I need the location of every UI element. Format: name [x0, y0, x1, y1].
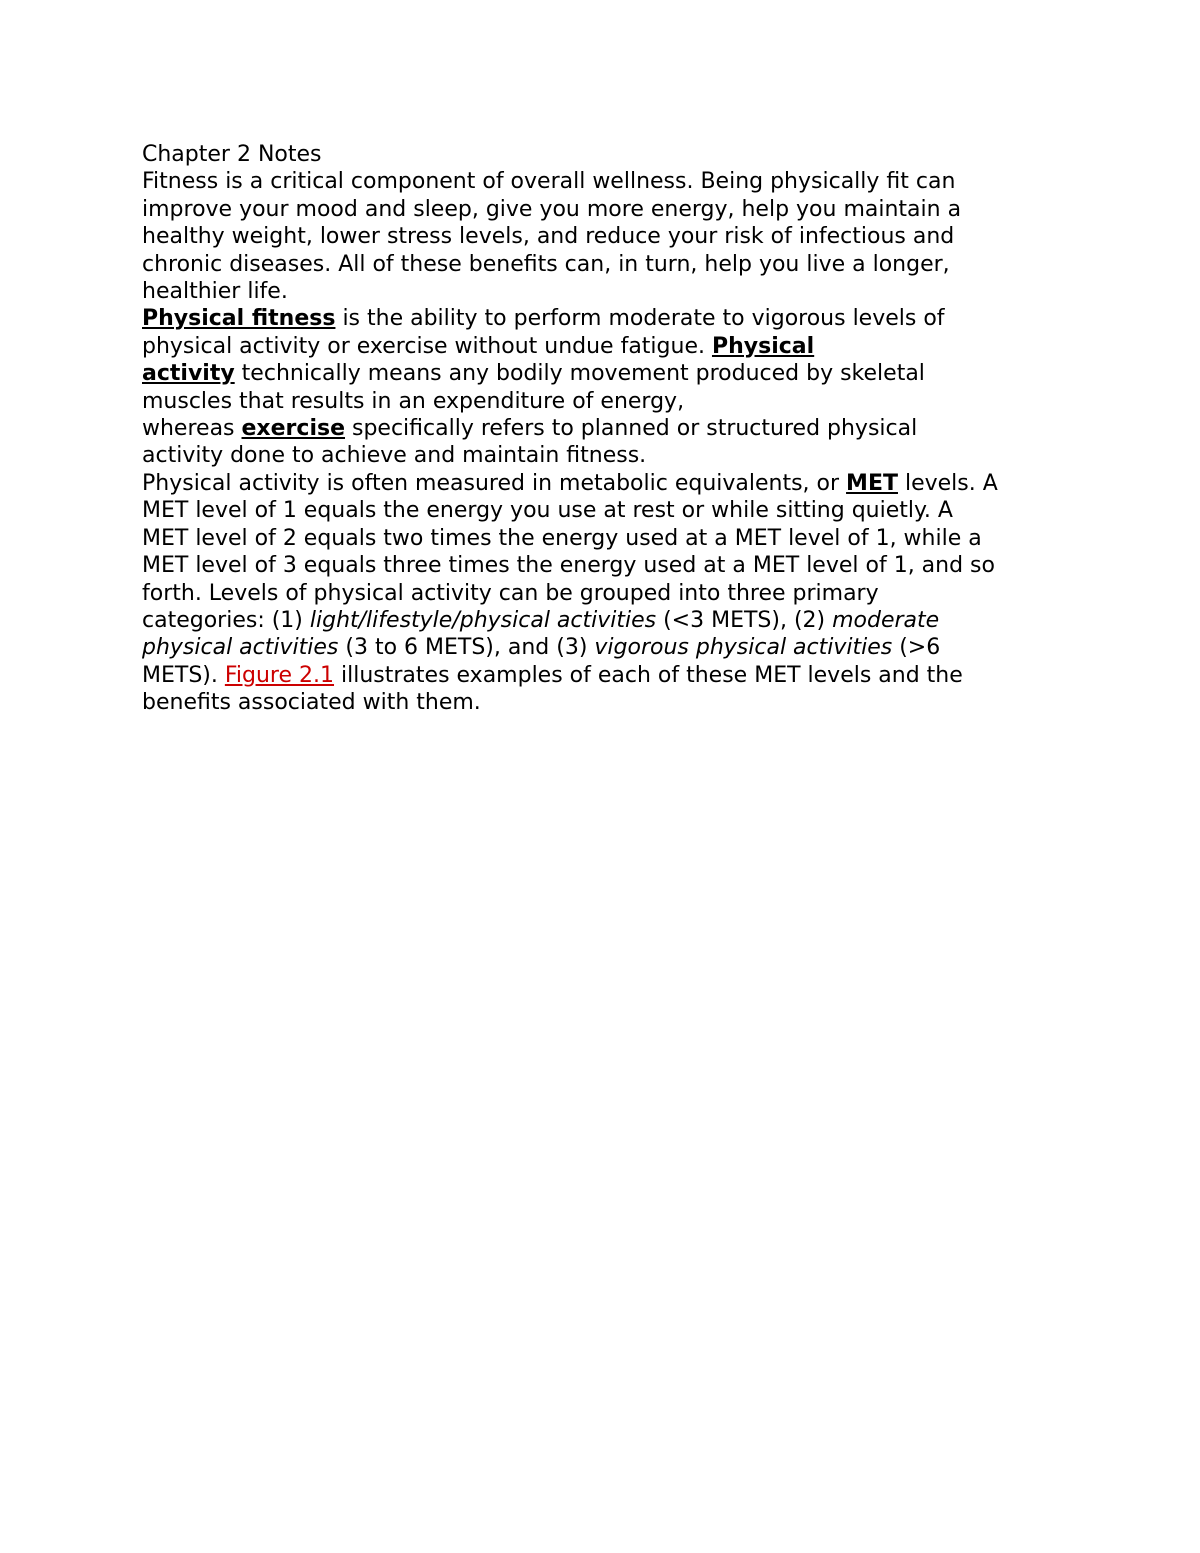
italic-physical-activities: physical activities [142, 635, 339, 661]
paragraph-2-text: technically means any bodily movement produced by skeletal [234, 361, 925, 387]
paragraph-2-text: is the ability to perform moderate to vigorous levels of [335, 306, 945, 332]
italic-vigorous-activities: vigorous physical activities [594, 635, 893, 661]
paragraph-2-text: physical activity or exercise without undue fatigue. [142, 333, 712, 359]
term-exercise: exercise [241, 416, 345, 442]
term-met: MET [846, 470, 898, 496]
paragraph-2-line-5 [142, 415, 1082, 442]
paragraph-3-text: categories: (1) [142, 607, 310, 633]
paragraph-3-line-5: forth. Levels of physical activity can be grouped into three primary [142, 580, 879, 606]
figure-2-1-link[interactable]: Figure 2.1 [224, 662, 335, 688]
italic-moderate: moderate [832, 607, 940, 633]
document-body [142, 141, 1082, 717]
paragraph-3-line-3: MET level of 2 equals two times the energy used at a MET level of 1, while a [142, 525, 982, 551]
paragraph-1-line-3: healthy weight, lower stress levels, and reduce your risk of infectious and [142, 224, 955, 250]
paragraph-3-text: (3 to 6 METS), and (3) [338, 635, 595, 661]
paragraph-2-line-4: muscles that results in an expenditure of energy, [142, 388, 685, 414]
paragraph-3-text: illustrates examples of each of these MET levels and the [334, 662, 963, 688]
paragraph-2-line-2 [142, 333, 1082, 360]
italic-light-activities: light/lifestyle/physical activities [309, 607, 657, 633]
paragraph-3-line-9: benefits associated with them. [142, 690, 481, 716]
paragraph-3-text: (<3 METS), (2) [656, 607, 833, 633]
term-physical-activity-start: Physical [711, 333, 815, 359]
paragraph-3-line-6 [142, 607, 1082, 634]
paragraph-1-line-5: healthier life. [142, 279, 288, 305]
paragraph-2-line-3 [142, 360, 1082, 387]
paragraph-2-text: whereas [142, 416, 242, 442]
paragraph-3-line-4: MET level of 3 equals three times the energy used at a MET level of 1, and so [142, 553, 995, 579]
term-physical-fitness: Physical fitness [142, 306, 336, 332]
paragraph-1-line-2: improve your mood and sleep, give you more energy, help you maintain a [142, 196, 962, 222]
paragraph-2-text: specifically refers to planned or structured physical [345, 416, 918, 442]
paragraph-2-line-1 [142, 305, 1082, 332]
paragraph-3-line-8 [142, 662, 1082, 689]
paragraph-2-line-6: activity done to achieve and maintain fitness. [142, 443, 647, 469]
paragraph-1-line-1: Fitness is a critical component of overall wellness. Being physically fit can [142, 169, 956, 195]
term-physical-activity-end: activity [142, 361, 235, 387]
paragraph-3-text: levels. A [897, 470, 998, 496]
document-title: Chapter 2 Notes [142, 142, 322, 167]
paragraph-3-line-2: MET level of 1 equals the energy you use at rest or while sitting quietly. A [142, 498, 953, 524]
paragraph-3-line-1 [142, 470, 1082, 497]
paragraph-3-text: (>6 [892, 635, 941, 661]
paragraph-3-text: Physical activity is often measured in metabolic equivalents, or [142, 470, 847, 496]
paragraph-3-line-7 [142, 634, 1082, 661]
paragraph-3-text: METS). [142, 662, 225, 688]
paragraph-1-line-4: chronic diseases. All of these benefits can, in turn, help you live a longer, [142, 251, 950, 277]
